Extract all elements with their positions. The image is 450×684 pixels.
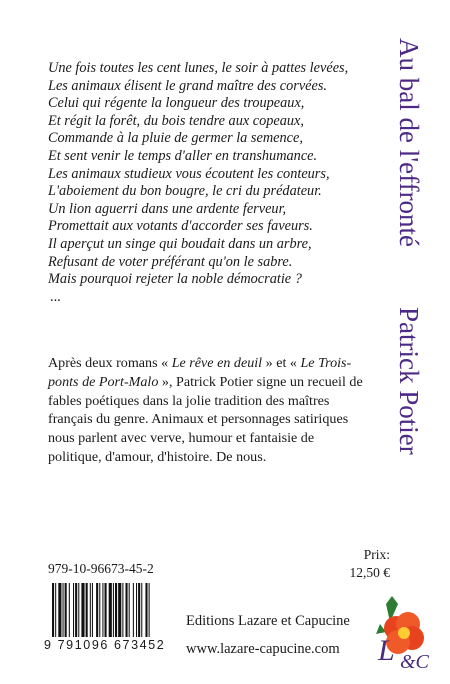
svg-text:&C: &C xyxy=(400,651,429,673)
price-block xyxy=(310,546,390,582)
poem-line: Refusant de voter préférant qu'on le sabre. xyxy=(48,253,293,270)
publisher-logo xyxy=(372,594,436,674)
author-name: Patrick Potier xyxy=(394,307,424,455)
barcode-digits: 9 791096 673452 xyxy=(44,637,214,652)
poem-line: Les animaux studieux vous écoutent les conteurs, xyxy=(48,165,330,182)
book-title-reference: Le rêve en deuil xyxy=(171,355,263,371)
publisher-name: Editions Lazare et Capucine xyxy=(186,613,350,629)
poem-ellipsis: ... xyxy=(50,288,61,305)
blurb-text: », Patrick Potier signe un recueil de fables poétiques dans la jolie tradition des maîtres français du genre. Animaux et personnages satiriques nous parlent avec verve, humour et fantaisie de politique, d'amour, d'histoire. De nous. xyxy=(48,373,363,465)
blurb-text: Après deux romans « xyxy=(48,355,172,371)
spine-title-block xyxy=(389,38,429,648)
poem-line: Les animaux élisent le grand maître des corvées. xyxy=(48,77,327,94)
poem-line: L'aboiement du bon bougre, le cri du prédateur. xyxy=(48,183,322,200)
poem-line: Et sent venir le temps d'aller en transhumance. xyxy=(48,147,318,164)
poem-line: Mais pourquoi rejeter la noble démocratie ? xyxy=(48,271,302,288)
poem-line: Une fois toutes les cent lunes, le soir à pattes levées, xyxy=(48,60,349,76)
book-title-reference: Le Trois-ponts de Port-Malo xyxy=(48,355,352,390)
poem-line: Celui qui régente la longueur des troupeaux, xyxy=(48,95,305,112)
poem-line: Il aperçut un singe qui boudait dans un arbre, xyxy=(48,235,312,252)
publisher-website: www.lazare-capucine.com xyxy=(186,641,340,657)
isbn-number: 979-10-96673-45-2 xyxy=(48,561,154,576)
book-blurb xyxy=(48,354,370,467)
blurb-text: » et « xyxy=(262,355,301,371)
back-cover-poem-excerpt xyxy=(48,60,388,306)
price-value: 12,50 € xyxy=(349,565,390,580)
poem-line: Commande à la pluie de germer la semence, xyxy=(48,130,303,147)
poem-line: Promettait aux votants d'accorder ses faveurs. xyxy=(48,218,313,235)
book-title: Au bal de l'effronté xyxy=(394,38,424,248)
svg-text:L: L xyxy=(378,634,395,667)
poem-line: Et régit la forêt, du bois tendre aux copeaux, xyxy=(48,112,304,129)
poem-line: Un lion aguerri dans une ardente ferveur, xyxy=(48,200,287,217)
price-label: Prix: xyxy=(363,547,390,562)
